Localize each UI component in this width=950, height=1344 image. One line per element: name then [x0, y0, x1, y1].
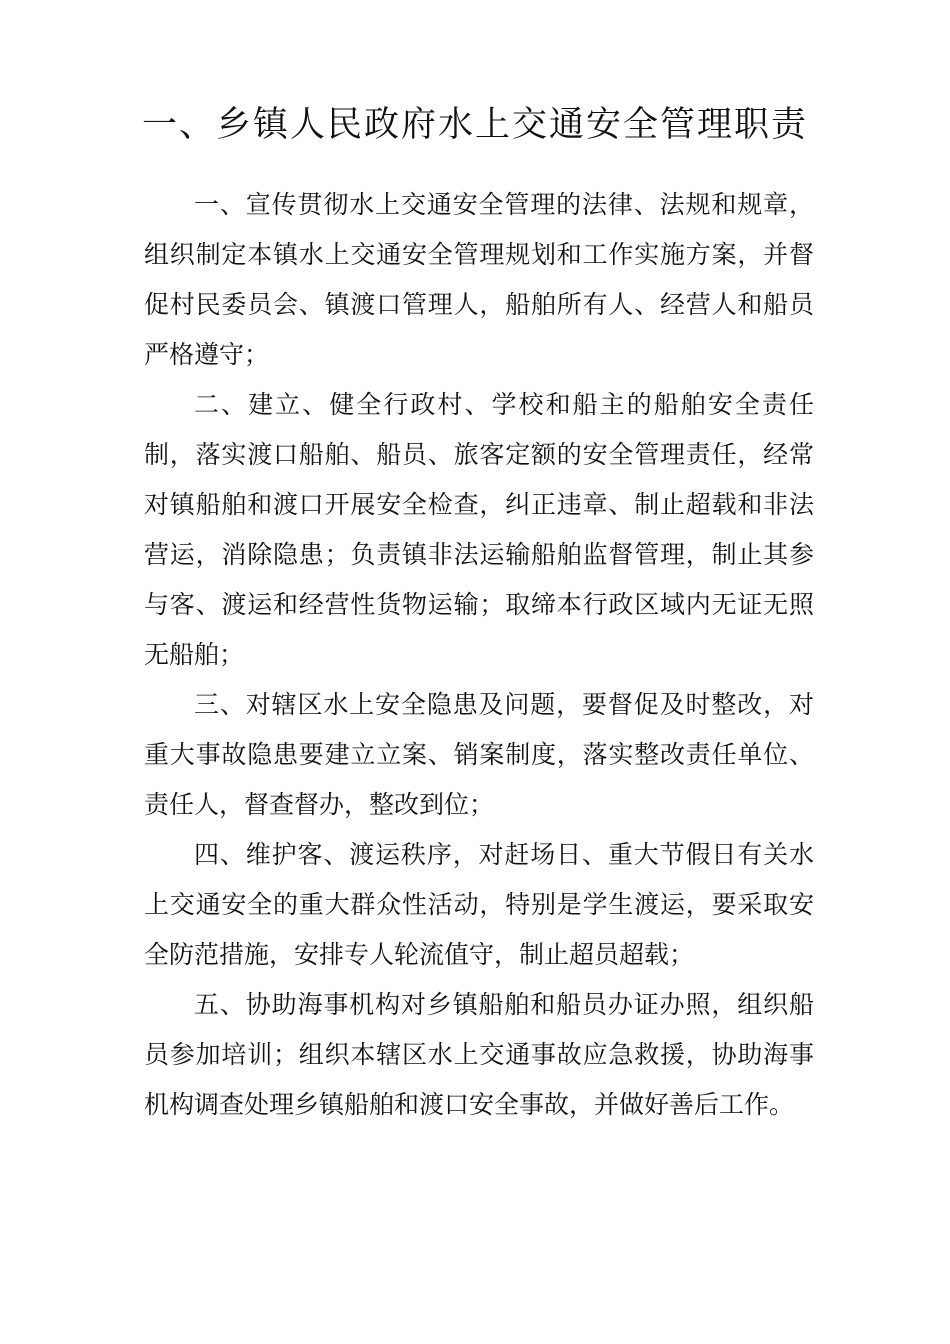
document-title: 一、乡镇人民政府水上交通安全管理职责	[141, 105, 808, 145]
paragraph-1: 一、宣传贯彻水上交通安全管理的法律、法规和规章，组织制定本镇水上交通安全管理规划和工作实施方案，并督促村民委员会、镇渡口管理人，船舶所有人、经营人和船员严格遵守；	[144, 190, 814, 369]
paragraph-3: 三、对辖区水上安全隐患及问题，要督促及时整改，对重大事故隐患要建立立案、销案制度，落实整改责任单位、责任人，督查督办，整改到位；	[144, 690, 814, 819]
paragraph-5: 五、协助海事机构对乡镇船舶和船员办证办照，组织船员参加培训；组织本辖区水上交通事故应急救援，协助海事机构调查处理乡镇船舶和渡口安全事故，并做好善后工作。	[144, 990, 814, 1119]
paragraph-4: 四、维护客、渡运秩序，对赶场日、重大节假日有关水上交通安全的重大群众性活动，特别是学生渡运，要采取安全防范措施，安排专人轮流值守，制止超员超载；	[144, 840, 814, 969]
document-body	[144, 180, 814, 1130]
paragraph-2: 二、建立、健全行政村、学校和船主的船舶安全责任制，落实渡口船舶、船员、旅客定额的安全管理责任，经常对镇船舶和渡口开展安全检查，纠正违章、制止超载和非法营运，消除隐患；负责镇非法运输船舶监督管理，制止其参与客、渡运和经营性货物运输；取缔本行政区域内无证无照无船舶；	[144, 390, 814, 669]
